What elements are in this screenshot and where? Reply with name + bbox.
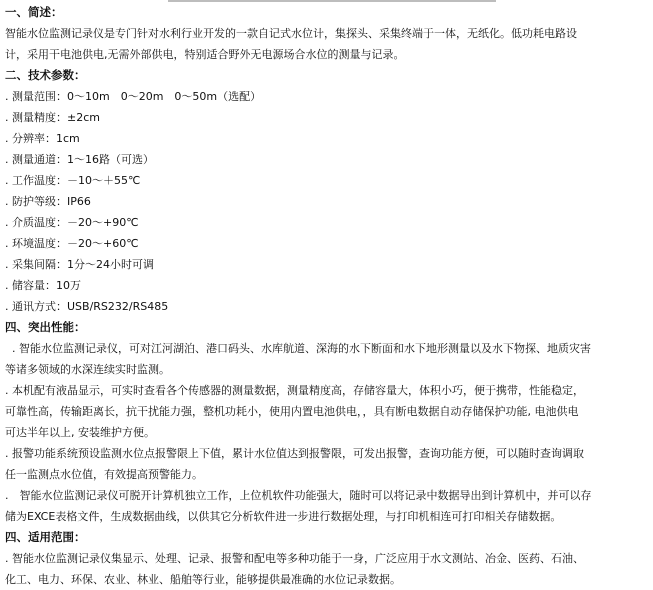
overview-heading: 一、简述：: [5, 5, 63, 19]
features-heading: 四、突出性能：: [5, 320, 86, 334]
application-line: 化工、电力、环保、农业、林业、船舶等行业，能够提供最准确的水位记录数据。: [5, 573, 401, 586]
applications-heading: 四、适用范围：: [5, 530, 86, 544]
product-description: [5, 2, 651, 590]
spec-accuracy: . 测量精度：±2cm: [5, 111, 100, 124]
spec-working-temperature: . 工作温度：－10～＋55℃: [5, 174, 141, 187]
spec-medium-temperature: . 介质温度：－20～+90℃: [5, 216, 139, 229]
feature-line: 任一监测点水位值，有效提高预警能力。: [5, 468, 203, 481]
spec-measure-range: . 测量范围：0～10m 0～20m 0～50m（选配）: [5, 90, 262, 103]
overview-line: 计，采用干电池供电,无需外部供电，特别适合野外无电源场合水位的测量与记录。: [5, 48, 405, 61]
spec-channels: . 测量通道：1～16路（可选）: [5, 153, 154, 166]
spec-sampling-interval: . 采集间隔：1分～24小时可调: [5, 258, 154, 271]
overview-line: 智能水位监测记录仪是专门针对水利行业开发的一款自记式水位计，集探头、采集终端于一体，无纸化。低功耗电路设: [5, 27, 577, 40]
spec-ambient-temperature: . 环境温度：－20～+60℃: [5, 237, 139, 250]
spec-resolution: . 分辨率：1cm: [5, 132, 80, 145]
feature-line: . 本机配有液晶显示，可实时查看各个传感器的测量数据，测量精度高，存储容量大，体积小巧，便于携带，性能稳定，: [5, 384, 584, 397]
feature-line: 可靠性高，传输距离长，抗干扰能力强，整机功耗小，使用内置电池供电，，具有断电数据自动存储保护功能, 电池供电: [5, 405, 579, 418]
feature-line: 储为EXCE表格文件，生成数据曲线，以供其它分析软件进一步进行数据处理，与打印机相连可打印相关存储数据。: [5, 510, 562, 523]
feature-line: . 智能水位监测记录仪，可对江河湖泊、港口码头、水库航道、深海的水下断面和水下地形测量以及水下物探、地质灾害: [12, 342, 591, 355]
spec-storage-capacity: . 储容量：10万: [5, 279, 81, 292]
feature-line: 等诸多领域的水深连续实时监测。: [5, 363, 170, 376]
specs-heading: 二、技术参数：: [5, 68, 86, 82]
feature-line: 可达半年以上, 安装维护方便。: [5, 426, 155, 439]
spec-protection-level: . 防护等级：IP66: [5, 195, 91, 208]
application-line: . 智能水位监测记录仪集显示、处理、记录、报警和配电等多种功能于一身，广泛应用于水文测站、冶金、医药、石油、: [5, 552, 584, 565]
feature-line: . 报警功能系统预设监测水位点报警限上下值，累计水位值达到报警限，可发出报警，查询功能方便，可以随时查询调取: [5, 447, 584, 460]
spec-communication: . 通讯方式：USB/RS232/RS485: [5, 300, 169, 313]
feature-line: . 智能水位监测记录仪可脱开计算机独立工作，上位机软件功能强大，随时可以将记录中数据导出到计算机中，并可以存: [5, 489, 592, 502]
